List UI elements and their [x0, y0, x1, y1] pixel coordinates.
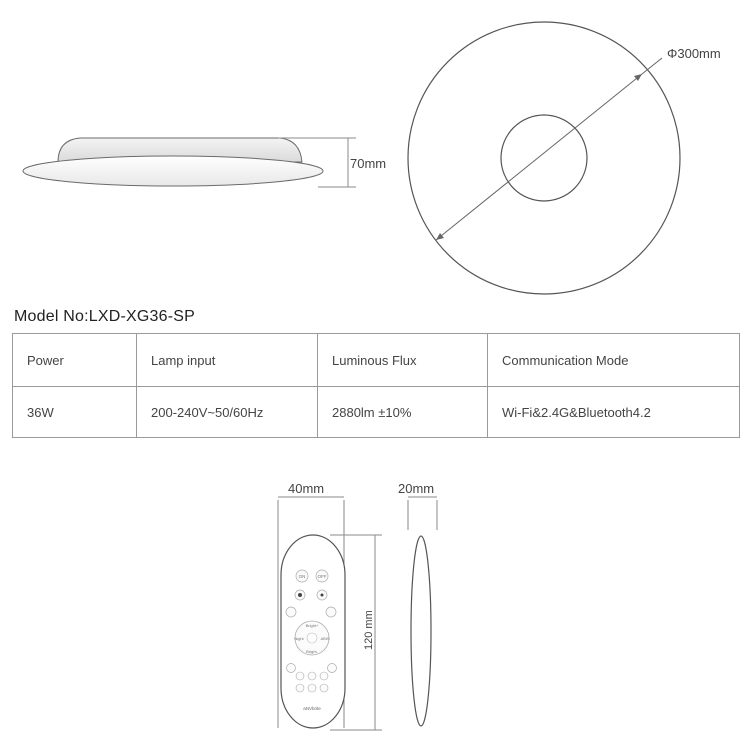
remote-depth-dimension [408, 497, 437, 530]
spec-value-luminous-flux: 2880lm ±10% [318, 387, 488, 438]
lamp-center-circle [501, 115, 587, 201]
spec-header-row [13, 334, 740, 387]
remote-button-row3-c [320, 684, 328, 692]
diameter-label: Φ300mm [667, 46, 721, 61]
lamp-top-view [408, 22, 680, 294]
remote-night-label: Night [294, 636, 304, 641]
remote-bright-down-label: Bright- [306, 649, 318, 654]
remote-button-row2-b [308, 672, 316, 680]
diameter-leader [642, 58, 662, 74]
remote-button-icon-a [298, 593, 302, 597]
remote-button-icon-b [321, 594, 324, 597]
remote-width-label: 40mm [288, 481, 325, 496]
spec-value-lamp-input: 200-240V~50/60Hz [137, 387, 318, 438]
remote-button-right [326, 607, 336, 617]
spec-value-row [13, 387, 740, 438]
remote-abis-label: ABIS [320, 636, 330, 641]
spec-header-lamp-input: Lamp input [137, 334, 318, 387]
remote-dpad-center [307, 633, 317, 643]
remote-brand-label: aNVbrite [303, 706, 321, 711]
remote-button-row3-a [296, 684, 304, 692]
model-number: Model No:LXD-XG36-SP [14, 308, 195, 325]
spec-table [12, 333, 740, 438]
remote-button-row1-b [328, 664, 337, 673]
remote-button-row1-a [287, 664, 296, 673]
spec-header-power: Power [13, 334, 137, 387]
remote-side-view [411, 536, 431, 726]
remote-button-left [286, 607, 296, 617]
spec-value-communication-mode: Wi-Fi&2.4G&Bluetooth4.2 [488, 387, 740, 438]
remote-front-view [281, 535, 345, 728]
remote-bright-up-label: Bright+ [305, 623, 319, 628]
remote-button-row2-a [296, 672, 304, 680]
remote-button-row2-c [320, 672, 328, 680]
lamp-side-view [23, 138, 323, 186]
remote-button-on-label: ON [298, 574, 306, 579]
remote-button-off-label: OFF [317, 574, 327, 579]
spec-header-communication-mode: Communication Mode [488, 334, 740, 387]
remote-depth-label: 20mm [398, 481, 435, 496]
spec-header-luminous-flux: Luminous Flux [318, 334, 488, 387]
remote-button-row3-b [308, 684, 316, 692]
height-label: 70mm [350, 156, 387, 171]
spec-value-power: 36W [13, 387, 137, 438]
lamp-base-disk [23, 156, 323, 186]
remote-length-label: 120 mm [363, 610, 375, 650]
